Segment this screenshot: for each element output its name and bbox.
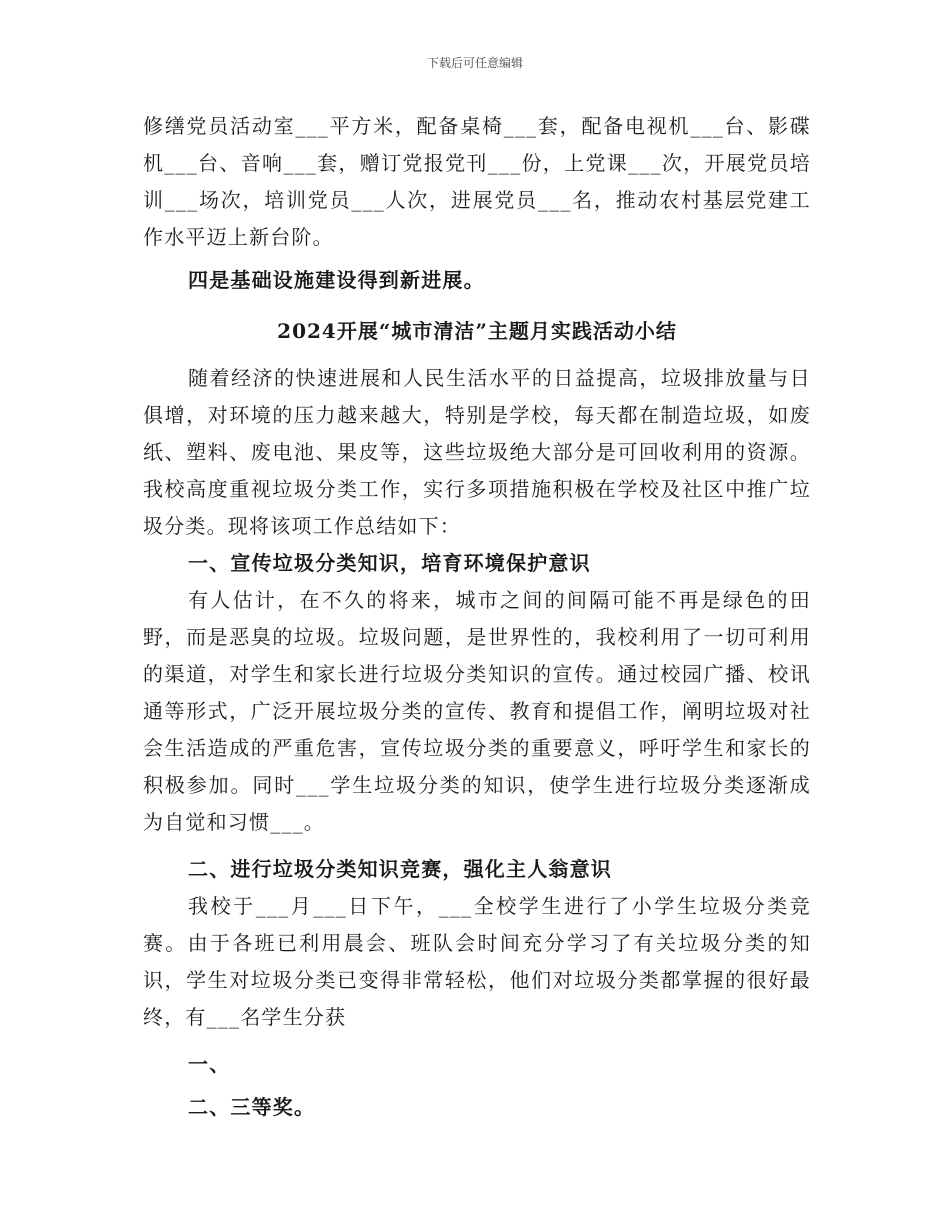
paragraph-section-2: 我校于___月___日下午，___全校学生进行了小学生垃圾分类竞赛。由于各班已利用晨会、班队会时间充分学习了有关垃圾分类的知识，学生对垃圾分类已变得非常轻松，他们对垃圾分类都掌握的很好最终，有___名学生分获 xyxy=(143,894,811,1029)
paragraph-award-1: 一、 xyxy=(188,1052,231,1076)
paragraph-award-2: 二、三等奖。 xyxy=(188,1095,316,1119)
paragraph-infrastructure: 四是基础设施建设得到新进展。 xyxy=(188,268,485,292)
document-title: 2024开展“城市清洁”主题月实践活动小结 xyxy=(277,319,677,343)
page-header: 下载后可任意编辑 xyxy=(426,56,523,70)
document-body xyxy=(143,108,811,1126)
section-heading-2: 二、进行垃圾分类知识竞赛，强化主人翁意识 xyxy=(188,857,612,881)
section-heading-1: 一、宣传垃圾分类知识，培育环境保护意识 xyxy=(188,551,591,575)
paragraph-section-1: 有人估计，在不久的将来，城市之间的间隔可能不再是绿色的田野，而是恶臭的垃圾。垃圾问题，是世界性的，我校利用了一切可利用的渠道，对学生和家长进行垃圾分类知识的宣传。通过校园广播、校讯通等形式，广泛开展垃圾分类的宣传、教育和提倡工作，阐明垃圾对社会生活造成的严重危害，宣传垃圾分类的重要意义，呼吁学生和家长的积极参加。同时___学生垃圾分类的知识，使学生进行垃圾分类逐渐成为自觉和习惯___。 xyxy=(143,588,811,834)
paragraph-party-building: 修缮党员活动室___平方米，配备桌椅___套，配备电视机___台、影碟机___台、音响___套，赠订党报党刊___份，上党课___次，开展党员培训___场次，培训党员___人次，进展党员___名，推动农村基层党建工作水平迈上新台阶。 xyxy=(143,114,811,249)
paragraph-intro: 随着经济的快速进展和人民生活水平的日益提高，垃圾排放量与日俱增，对环境的压力越来越大，特别是学校，每天都在制造垃圾，如废纸、塑料、废电池、果皮等，这些垃圾绝大部分是可回收利用的资源。我校高度重视垃圾分类工作，实行多项措施积极在学校及社区中推广垃圾分类。现将该项工作总结如下： xyxy=(143,366,811,538)
